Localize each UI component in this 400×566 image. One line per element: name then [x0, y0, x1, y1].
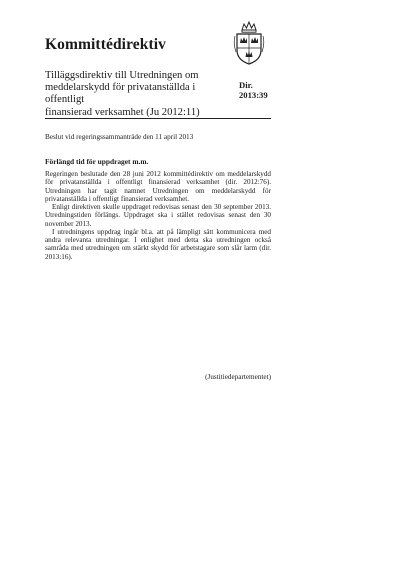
department-signature: (Justitiedepartementet): [205, 373, 271, 381]
directive-subtitle: [45, 70, 235, 119]
three-crowns-emblem-icon: [233, 20, 265, 66]
decision-line: Beslut vid regeringssammanträde den 11 april 2013: [45, 133, 194, 141]
paragraph: I utredningens uppdrag ingår bl.a. att på lämpligt sätt kommunicera med andra relevanta utredningar. I enlighet med detta ska utredningen också samråda med utredningen om stärkt skydd för arbetstagare som slår larm (dir. 2013:16).: [45, 227, 271, 261]
paragraph: Regeringen beslutade den 28 juni 2012 kommittédirektiv om meddelarskydd för privatanställda i offentligt finansierad verksamhet (dir. 2012:76). Utredningen har tagit namnet Utredningen om meddelarskydd för privatanställda i offentligt finansierad verksamhet.: [45, 170, 271, 203]
section-body: [45, 170, 271, 261]
section-heading: Förlängd tid för uppdraget m.m.: [45, 157, 149, 166]
dir-label: Dir.: [239, 80, 253, 90]
subtitle-line: finansierad verksamhet (Ju 2012:11): [45, 106, 200, 118]
directive-number: [239, 80, 268, 100]
paragraph: Enligt direktiven skulle uppdraget redovisas senast den 30 september 2013. Utredningstiden förlängs. Uppdraget ska i stället redovisas senast den 30 november 2013.: [45, 203, 271, 228]
subtitle-line: meddelarskydd för privatanställda i offentligt: [45, 82, 196, 106]
document-type-title: Kommittédirektiv: [45, 36, 166, 53]
subtitle-line: Tilläggsdirektiv till Utredningen om: [45, 70, 199, 81]
dir-number: 2013:39: [239, 90, 268, 100]
header-divider: [45, 118, 271, 119]
